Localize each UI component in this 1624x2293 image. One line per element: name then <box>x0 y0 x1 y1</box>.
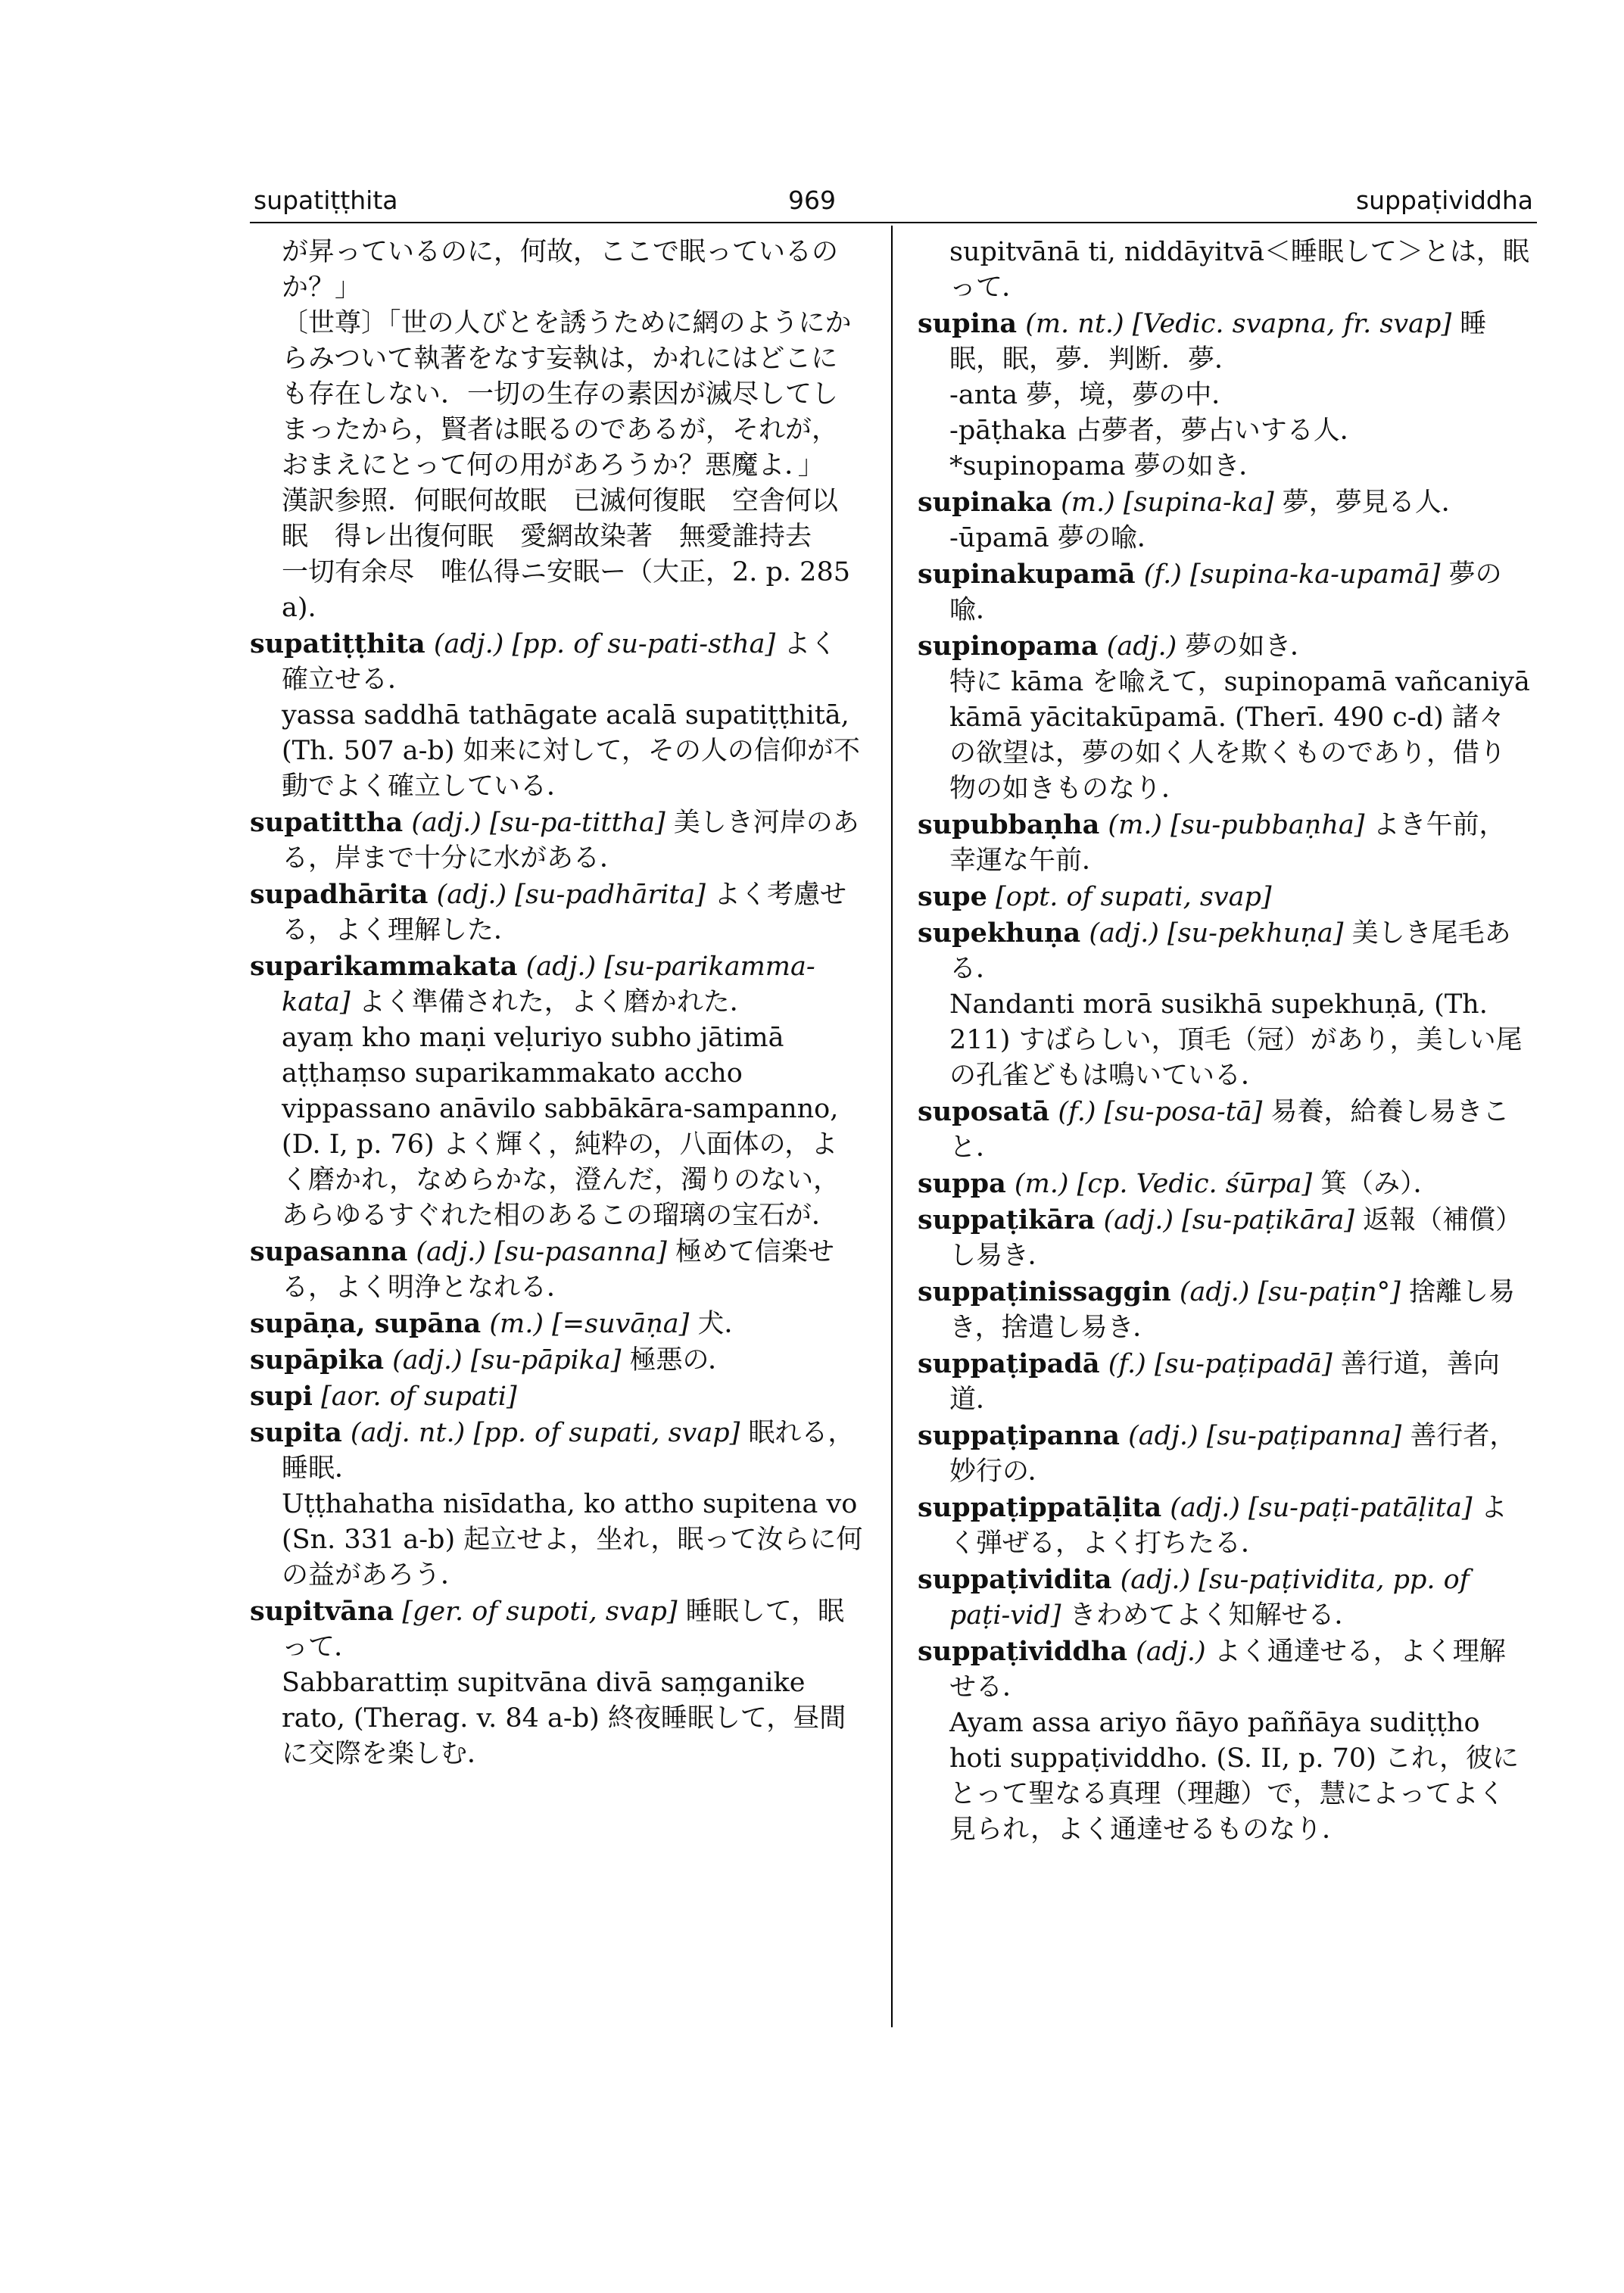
grammar-note: [ger. of supoti, svap] <box>402 1597 678 1627</box>
definition: きわめてよく知解せる． <box>1061 1600 1361 1631</box>
dictionary-entry <box>918 1634 1531 1706</box>
grammar-note: (adj.) <box>1136 1637 1206 1667</box>
grammar-note: (adj.) [su-pa-tittha] <box>411 808 665 838</box>
dictionary-entry <box>918 1346 1531 1418</box>
column-divider <box>891 226 893 2027</box>
definition: 夢の喩． <box>949 559 1502 625</box>
dictionary-entry <box>918 1094 1531 1166</box>
entry-continuation: Sabbarattiṃ supitvāna divā saṃganike rato, (Therag. v. 84 a-b) 終夜睡眠して，昼間に交際を楽しむ． <box>282 1668 846 1769</box>
definition: 美しき河岸のある，岸まで十分に水がある． <box>282 808 859 874</box>
running-head-right: suppaṭividdha <box>1355 185 1533 215</box>
grammar-note: (adj.) [su-parikamma-kata] <box>282 952 815 1017</box>
grammar-note: (m. nt.) [Vedic. svapna, fr. svap] <box>1025 309 1452 339</box>
page-number: 969 <box>788 185 836 215</box>
definition: 美しき尾毛ある． <box>949 918 1511 984</box>
dictionary-entry <box>250 1306 863 1342</box>
headword: supatittha <box>250 807 404 838</box>
grammar-note: (adj.) [su-pāpika] <box>392 1345 622 1375</box>
grammar-note: (m.) [supina-ka] <box>1061 488 1274 518</box>
headword: suppaṭipadā <box>918 1348 1100 1379</box>
dictionary-entry <box>250 1379 863 1415</box>
definition: 捨離し易き，捨遣し易き． <box>949 1277 1515 1343</box>
headword: supitvāna <box>250 1596 394 1627</box>
headword: supubbaṇha <box>918 809 1100 840</box>
entry-continuation: -pāṭhaka 占夢者，夢占いする人． <box>949 416 1367 446</box>
grammar-note: (adj.) [su-pekhuṇa] <box>1089 918 1344 949</box>
dictionary-entry <box>918 306 1531 378</box>
grammar-note: (adj.) [su-pasanna] <box>416 1237 667 1267</box>
dictionary-entry <box>918 556 1531 628</box>
running-head-left: supatiṭṭhita <box>254 185 398 215</box>
headword: supi <box>250 1381 313 1412</box>
entry-continuation: ayaṃ kho maṇi veḷuriyo subho jātimā aṭṭhaṃso suparikammakato accho vippassano anāvilo sabbākāra-sampanno, (D. I, p. 76) よく輝く，純粋の，八面体の，よく磨かれ，なめらかな，澄んだ，濁りのない，あらゆるすぐれた相のあるこの瑠璃の宝石が． <box>282 1023 840 1231</box>
definition: 犬． <box>689 1309 751 1339</box>
headword: supita <box>250 1417 342 1448</box>
grammar-note: (adj.) [su-paṭividita, pp. of paṭi-vid] <box>949 1565 1470 1631</box>
left-column <box>250 235 863 1772</box>
dictionary-entry <box>250 1234 863 1306</box>
definition: 睡眠，眠，夢．判断．夢． <box>949 309 1487 375</box>
grammar-note: (f.) [su-posa-tā] <box>1058 1097 1263 1127</box>
dictionary-entry <box>918 1202 1531 1274</box>
headword: supe <box>918 881 987 912</box>
entry-continuation: -anta 夢，境，夢の中． <box>949 380 1239 410</box>
headword: suposatā <box>918 1096 1050 1127</box>
dictionary-entry <box>250 805 863 877</box>
definition: よく弾ぜる，よく打ちたる． <box>949 1493 1507 1559</box>
headword: supāṇa, supāna <box>250 1308 482 1339</box>
dictionary-entry <box>918 1418 1531 1490</box>
grammar-note: (m.) [cp. Vedic. śūrpa] <box>1014 1169 1312 1199</box>
grammar-note: (adj. nt.) [pp. of supati, svap] <box>350 1418 740 1448</box>
grammar-note: (adj.) [pp. of su-pati-stha] <box>433 629 776 659</box>
grammar-note: (f.) [su-paṭipadā] <box>1108 1349 1333 1379</box>
dictionary-entry <box>250 1342 863 1379</box>
grammar-note: (adj.) [su-padhārita] <box>436 880 706 910</box>
headword: supina <box>918 308 1018 339</box>
grammar-note: (adj.) <box>1106 631 1177 662</box>
headword: suppaṭippatāḷita <box>918 1492 1162 1523</box>
definition: 極悪の． <box>621 1345 735 1375</box>
entry-continuation: yassa saddhā tathāgate acalā supatiṭṭhitā, (Th. 507 a-b) 如来に対して，その人の信仰が不動でよく確立している． <box>282 700 860 802</box>
dictionary-entry <box>918 879 1531 915</box>
entry-continuation: Uṭṭhahatha nisīdatha, ko attho supitena vo (Sn. 331 a-b) 起立せよ，坐れ，眠って汝らに何の益があろう． <box>282 1489 863 1590</box>
dictionary-entry <box>918 807 1531 879</box>
definition: よく通達せる，よく理解せる． <box>949 1637 1506 1703</box>
definition: 夢の如き． <box>1177 631 1317 662</box>
definition: 返報（補償）し易き． <box>949 1205 1523 1271</box>
dictionary-entry <box>250 626 863 698</box>
dictionary-entry <box>918 915 1531 987</box>
dictionary-entry <box>918 1562 1531 1634</box>
headword: supinaka <box>918 487 1052 518</box>
headword: supinopama <box>918 631 1099 662</box>
definition: 善行道，善向道． <box>949 1349 1500 1415</box>
dictionary-entry <box>918 1274 1531 1346</box>
entry-continuation: *supinopama 夢の如き． <box>949 451 1266 481</box>
entry-continuation: -ūpamā 夢の喩． <box>949 523 1164 553</box>
header-rule <box>250 222 1537 223</box>
headword: supinakupamā <box>918 559 1136 590</box>
entry-continuation: が昇っているのに，何故，ここで眠っているのか？」 <box>282 237 839 303</box>
headword: suppaṭinissaggin <box>918 1276 1171 1307</box>
definition: 善行者，妙行の． <box>949 1421 1516 1487</box>
grammar-note: (m.) [su-pubbaṇha] <box>1108 810 1365 840</box>
grammar-note: (m.) [=suvāṇa] <box>489 1309 690 1339</box>
entry-continuation: 特に kāma を喩えて，supinopamā vañcaniyā kāmā yācitakūpamā. (Therī. 490 c-d) 諸々の欲望は，夢の如く人を欺くものであり，借り物の如きものなり． <box>949 667 1530 804</box>
headword: suppaṭividita <box>918 1564 1112 1595</box>
headword: suppaṭipanna <box>918 1420 1120 1451</box>
grammar-note: (adj.) [su-paṭin°] <box>1179 1277 1401 1307</box>
definition: 夢，夢見る人． <box>1273 488 1468 518</box>
definition: 極めて信楽せる，よく明浄となれる． <box>282 1237 834 1303</box>
grammar-note: [opt. of supati, svap] <box>996 882 1272 912</box>
entry-continuation: Nandanti morā susikhā supekhuṇā, (Th. 211) すばらしい，頂毛（冠）があり，美しい尾の孔雀どもは鳴いている． <box>949 989 1523 1091</box>
headword: suppaṭikāra <box>918 1204 1096 1235</box>
definition: 眠れる，睡眠． <box>282 1418 855 1484</box>
dictionary-entry <box>918 1490 1531 1562</box>
headword: suppaṭividdha <box>918 1636 1127 1667</box>
headword: supekhuṇa <box>918 918 1081 949</box>
grammar-note: [aor. of supati] <box>321 1382 517 1412</box>
dictionary-entry <box>250 1594 863 1665</box>
definition: 睡眠して，眠って． <box>282 1597 845 1662</box>
definition: よく確立せる． <box>282 629 837 695</box>
grammar-note: (adj.) [su-paṭikāra] <box>1103 1205 1354 1235</box>
definition: よく考慮せる，よく理解した． <box>282 880 847 946</box>
headword: suparikammakata <box>250 951 518 982</box>
definition: よき午前，幸運な午前． <box>949 810 1506 876</box>
headword: supatiṭṭhita <box>250 628 425 659</box>
grammar-note: (adj.) [su-paṭipanna] <box>1128 1421 1402 1451</box>
definition: よく準備された，よく磨かれた． <box>350 987 756 1017</box>
grammar-note: (adj.) [su-paṭi-patāḷita] <box>1170 1493 1473 1523</box>
dictionary-entry <box>918 484 1531 521</box>
dictionary-entry <box>250 877 863 949</box>
right-column <box>918 235 1531 1848</box>
dictionary-entry <box>250 1415 863 1487</box>
dictionary-entry <box>918 1166 1531 1202</box>
headword: supasanna <box>250 1236 408 1267</box>
dictionary-entry <box>918 628 1531 665</box>
definition: 易養，給養し易きこと． <box>949 1097 1510 1163</box>
dictionary-entry <box>250 949 863 1020</box>
entry-continuation: 〔世尊〕「世の人びとを誘うために網のようにからみついて執著をなす妄執は，かれにはどこにも存在しない．一切の生存の素因が滅尽してしまったから，賢者は眠るのであるが，それが，おまえにとって何の用があろうか？悪魔よ．」 <box>282 308 852 481</box>
entry-continuation: Ayam assa ariyo ñāyo paññāya sudiṭṭho hoti suppaṭividdho. (S. II, p. 70) これ，彼にとって聖なる真理（理趣）で，慧によってよく見られ，よく通達せるものなり． <box>949 1708 1520 1845</box>
grammar-note: (f.) [supina-ka-upamā] <box>1143 559 1441 590</box>
headword: supāpika <box>250 1344 384 1375</box>
entry-continuation: supitvānā ti, niddāyitvā＜睡眠して＞とは，眠って． <box>949 237 1529 303</box>
headword: supadhārita <box>250 879 429 910</box>
headword: suppa <box>918 1168 1006 1199</box>
definition: 箕（み）． <box>1311 1169 1440 1199</box>
entry-continuation: 漢訳参照．何眠何故眠 已滅何復眠 空舎何以眠 得レ出復何眠 愛網故染著 無愛誰持去 一切有余尽 唯仏得ニ安眠ー（大正，2. p. 285 a). <box>282 486 850 623</box>
